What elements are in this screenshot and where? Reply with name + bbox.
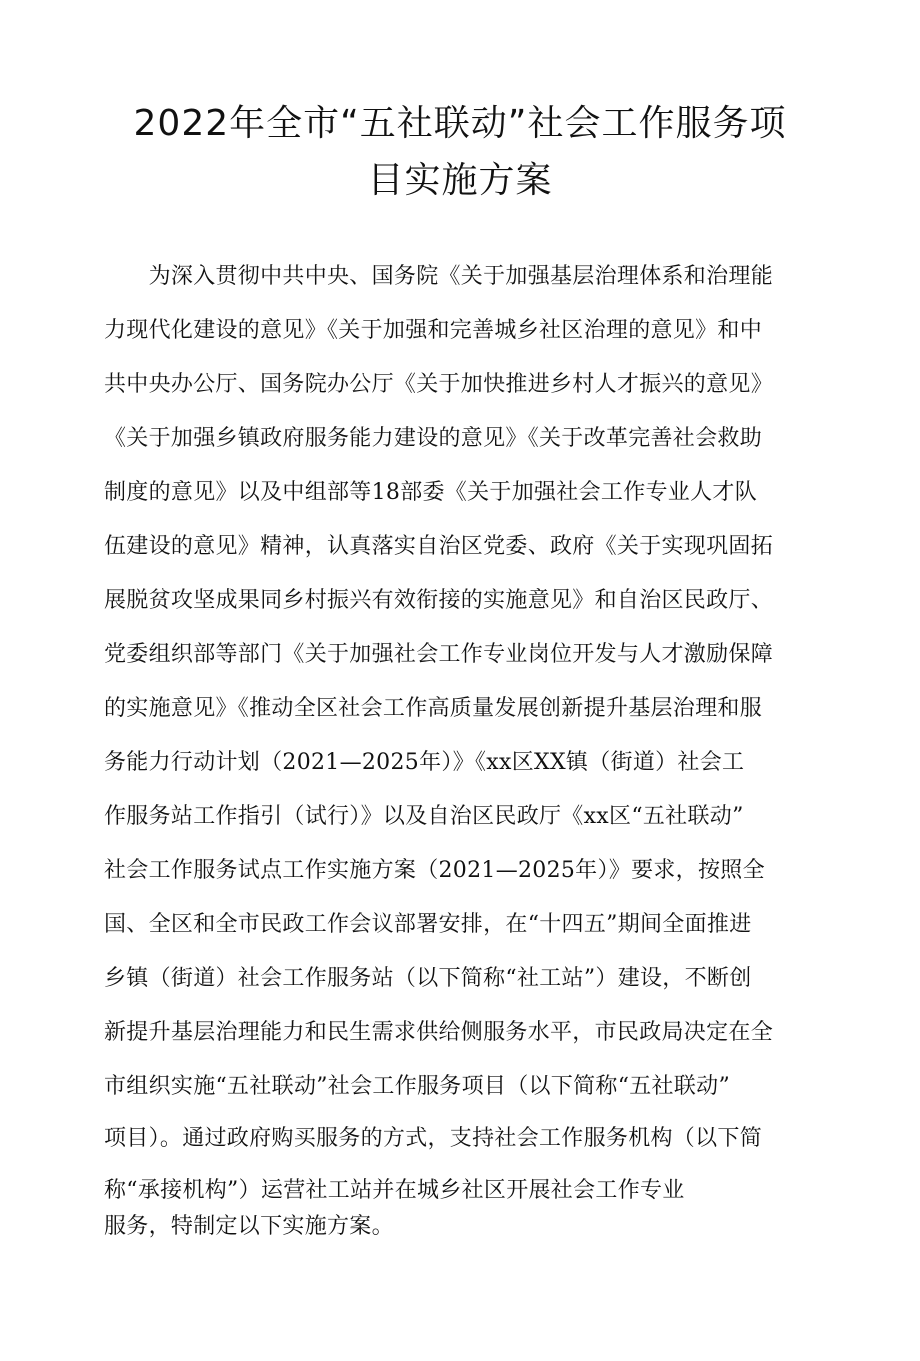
body-line: 党委组织部等部门《关于加强社会工作专业岗位开发与人才激励保障: [104, 642, 774, 667]
body-line: 展脱贫攻坚成果同乡村振兴有效衔接的实施意见》和自治区民政厅、: [104, 588, 774, 613]
body-line: 作服务站工作指引（试行）》以及自治区民政厅《xx区“五社联动”: [104, 804, 744, 829]
body-line: 力现代化建设的意见》《关于加强和完善城乡社区治理的意见》和中: [104, 318, 763, 343]
body-line: 项目）。通过政府购买服务的方式，支持社会工作服务机构（以下简: [104, 1126, 763, 1151]
body-line: 为深入贯彻中共中央、国务院《关于加强基层治理体系和治理能: [104, 264, 774, 289]
body-line: 乡镇（街道）社会工作服务站（以下简称“社工站”）建设，不断创: [104, 966, 752, 991]
document-title-line-2: 目实施方案: [367, 160, 553, 201]
document-title-line-1: 2022年全市“五社联动”社会工作服务项: [133, 103, 787, 144]
body-line: 务能力行动计划（2021—2025年）》《xx区XX镇（街道）社会工: [104, 750, 745, 775]
body-line: 国、全区和全市民政工作会议部署安排，在“十四五”期间全面推进: [104, 912, 752, 937]
body-line: 制度的意见》以及中组部等18部委《关于加强社会工作专业人才队: [104, 480, 757, 505]
body-line: 称“承接机构”）运营社工站并在城乡社区开展社会工作专业: [104, 1178, 685, 1203]
body-line: 社会工作服务试点工作实施方案（2021—2025年）》要求，按照全: [104, 858, 765, 883]
body-line: 市组织实施“五社联动”社会工作服务项目（以下简称“五社联动”: [104, 1074, 730, 1099]
body-line: 服务，特制定以下实施方案。: [104, 1214, 394, 1239]
body-line: 《关于加强乡镇政府服务能力建设的意见》《关于改革完善社会救助: [104, 426, 763, 451]
body-line: 伍建设的意见》精神，认真落实自治区党委、政府《关于实现巩固拓: [104, 534, 774, 559]
body-line: 共中央办公厅、国务院办公厅《关于加快推进乡村人才振兴的意见》: [104, 372, 774, 397]
body-line: 的实施意见》《推动全区社会工作高质量发展创新提升基层治理和服: [104, 696, 763, 721]
body-line: 新提升基层治理能力和民生需求供给侧服务水平，市民政局决定在全: [104, 1020, 774, 1045]
